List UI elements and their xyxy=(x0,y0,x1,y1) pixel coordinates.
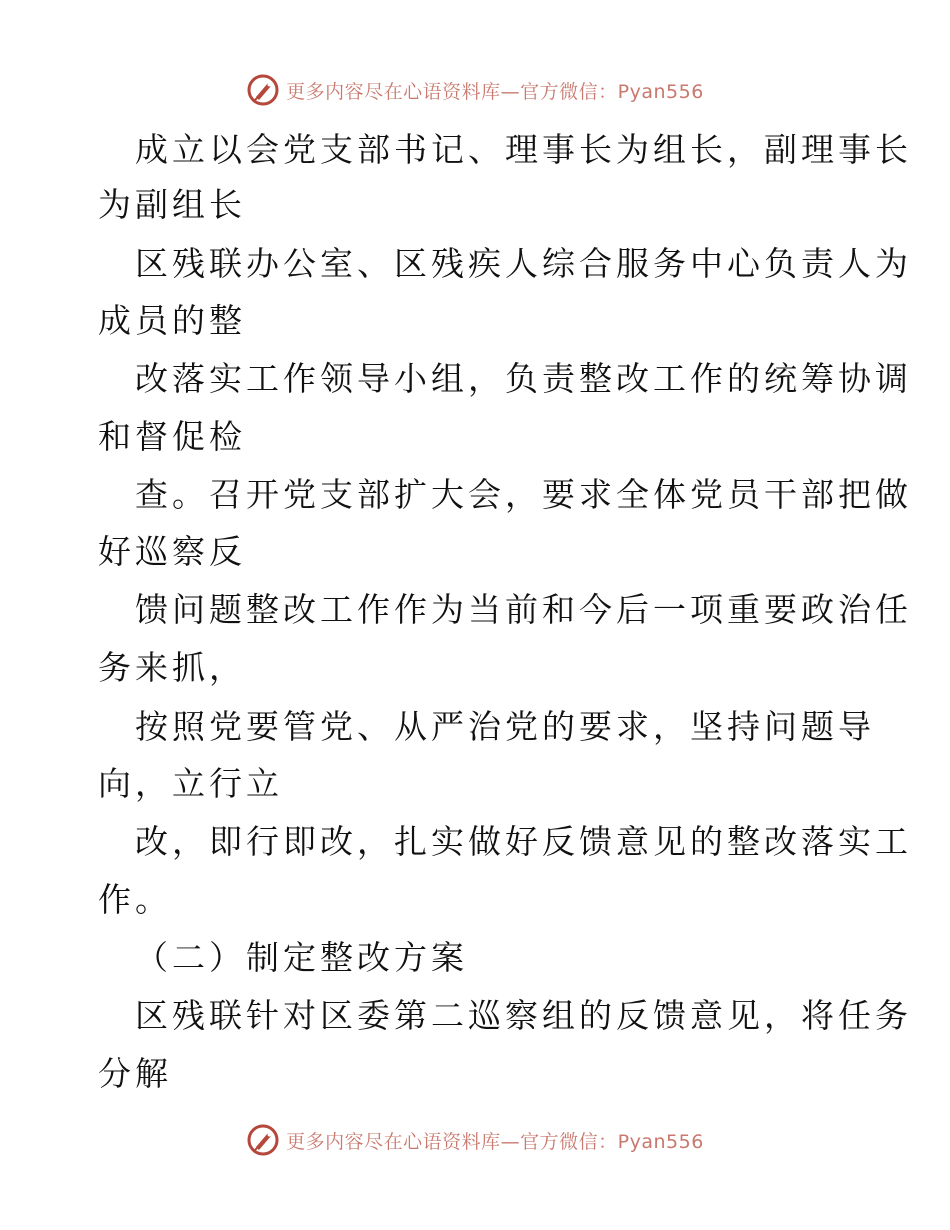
text-line: 按照党要管党、从严治党的要求，坚持问题导 xyxy=(135,707,875,746)
text-line: 分解 xyxy=(98,1054,172,1093)
pen-nib-logo-icon xyxy=(246,1123,280,1157)
text-line: 区残联针对区委第二巡察组的反馈意见，将任务 xyxy=(135,996,912,1035)
text-line: 查。召开党支部扩大会，要求全体党员干部把做 xyxy=(135,475,912,514)
text-line: 向，立行立 xyxy=(98,764,283,803)
watermark-header xyxy=(0,70,950,110)
text-line: 好巡察反 xyxy=(98,532,246,571)
watermark-text: 更多内容尽在心语资料库—官方微信：Pyan556 xyxy=(286,1130,704,1153)
pen-nib-logo-icon xyxy=(246,73,280,107)
watermark-text: 更多内容尽在心语资料库—官方微信：Pyan556 xyxy=(286,80,704,103)
text-line: 和督促检 xyxy=(98,417,246,456)
text-line: 成立以会党支部书记、理事长为组长，副理事长 xyxy=(135,130,912,169)
text-line: 区残联办公室、区残疾人综合服务中心负责人为 xyxy=(135,244,912,283)
section-heading: （二）制定整改方案 xyxy=(135,938,468,977)
text-line: 改落实工作领导小组，负责整改工作的统筹协调 xyxy=(135,359,912,398)
text-line: 馈问题整改工作作为当前和今后一项重要政治任 xyxy=(135,590,912,629)
text-line: 为副组长 xyxy=(98,185,246,224)
watermark-footer xyxy=(0,1120,950,1160)
text-line: 务来抓， xyxy=(98,648,246,687)
text-line: 改，即行即改，扎实做好反馈意见的整改落实工 xyxy=(135,822,912,861)
text-line: 作。 xyxy=(98,880,172,919)
text-line: 成员的整 xyxy=(98,301,246,340)
